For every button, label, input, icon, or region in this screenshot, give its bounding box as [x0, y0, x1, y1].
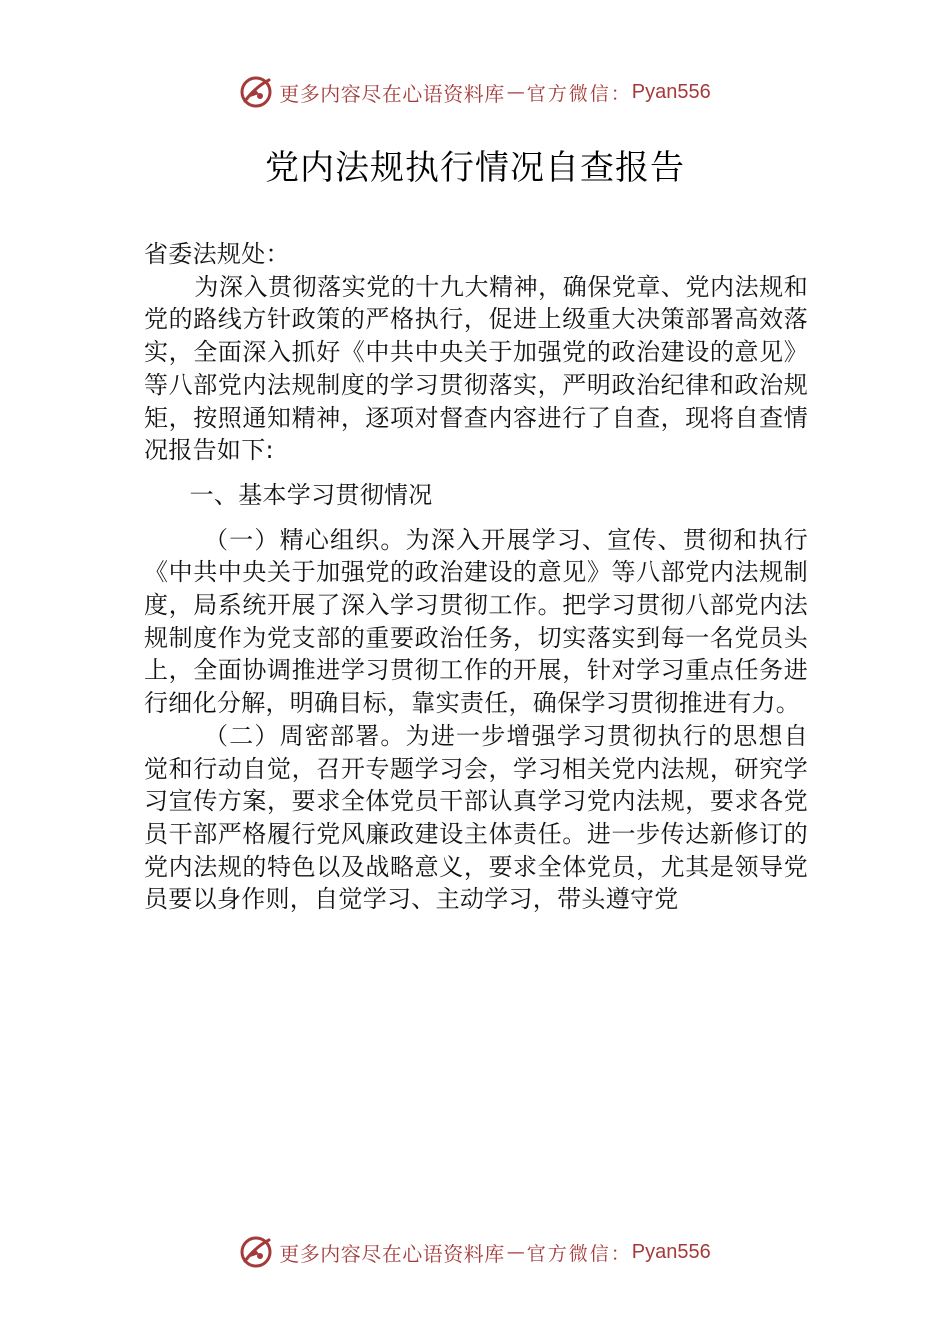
pen-circle-logo-icon	[239, 1235, 273, 1269]
subsection-paragraph-2: （二）周密部署。为进一步增强学习贯彻执行的思想自觉和行动自觉，召开专题学习会，学习相关党内法规，研究学习宣传方案，要求全体党员干部认真学习党内法规，要求各党员干部严格履行党风廉政建设主体责任。进一步传达新修订的党内法规的特色以及战略意义，要求全体党员，尤其是领导党员要以身作则，自觉学习、主动学习，带头遵守党	[144, 721, 808, 914]
watermark-dash: —	[506, 81, 525, 103]
watermark-wechat-id: Pyan556	[631, 1240, 711, 1263]
subsection-paragraph-1: （一）精心组织。为深入开展学习、宣传、贯彻和执行《中共中央关于加强党的政治建设的意见》等八部党内法规制度，局系统开展了深入学习贯彻工作。把学习贯彻八部党内法规制度作为党支部的重要政治任务，切实落实到每一名党员头上，全面协调推进学习贯彻工作的开展，针对学习重点任务进行细化分解，明确目标，靠实责任，确保学习贯彻推进有力。	[144, 525, 808, 718]
intro-paragraph: 为深入贯彻落实党的十九大精神，确保党章、党内法规和党的路线方针政策的严格执行，促进上级重大决策部署高效落实，全面深入抓好《中共中央关于加强党的政治建设的意见》等八部党内法规制度的学习贯彻落实，严明政治纪律和政治规矩，按照通知精神，逐项对督查内容进行了自查，现将自查情况报告如下:	[144, 272, 808, 465]
watermark-wechat-label: 官方微信：	[526, 82, 632, 105]
watermark-header	[0, 72, 950, 112]
pen-circle-logo-icon	[239, 75, 273, 109]
watermark-footer	[0, 1232, 950, 1272]
watermark-text: 更多内容尽在心语资料库	[279, 81, 505, 106]
watermark-wechat-id: Pyan556	[631, 80, 711, 103]
watermark-wechat-label: 官方微信：	[526, 1242, 632, 1265]
watermark-dash: —	[506, 1241, 525, 1263]
watermark-text: 更多内容尽在心语资料库	[279, 1241, 505, 1266]
page-title: 党内法规执行情况自查报告	[265, 148, 685, 188]
document-body	[144, 238, 808, 916]
section-heading-1: 一、基本学习贯彻情况	[189, 480, 433, 509]
addressee: 省委法规处：	[144, 240, 290, 268]
